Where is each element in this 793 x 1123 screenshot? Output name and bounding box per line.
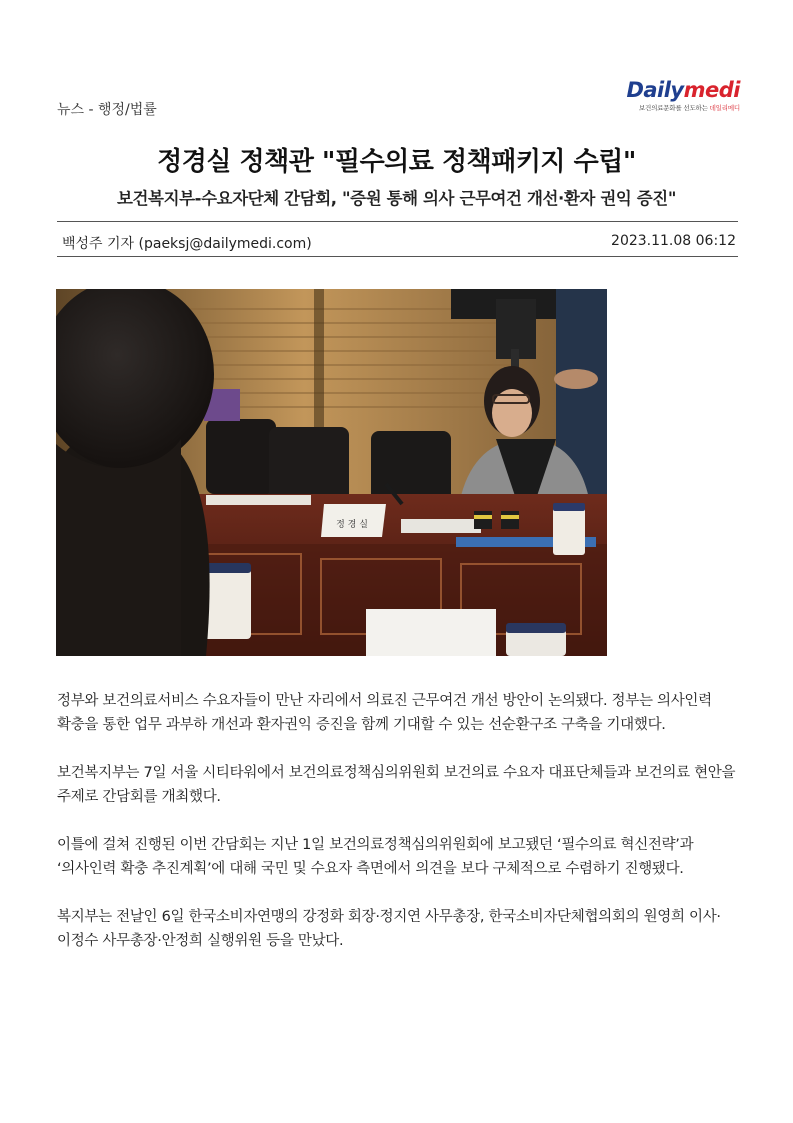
logo-tagline-brand: 데일리메디 [709, 104, 740, 112]
article-subheadline: 보건복지부-수요자단체 간담회, "증원 통해 의사 근무여건 개선·환자 권익 증진" [116, 189, 677, 208]
article-date: 2023.11.08 06:12 [611, 233, 736, 249]
byline-top-divider [57, 221, 738, 222]
article-headline: 정경실 정책관 "필수의료 정책패키지 수립" [157, 147, 636, 177]
logo-wordmark [615, 78, 740, 102]
article-paragraph-3: 이틀에 걸쳐 진행된 이번 간담회는 지난 1일 보건의료정책심의위원회에 보고됐던 ‘필수의료 혁신전략’과 ‘의사인력 확충 추진계획’에 대해 국민 및 수요자 측면에서 의견을 보다 구체적으로 수렴하기 진행됐다. [57, 837, 694, 877]
logo-daily-text: Daily [626, 78, 684, 102]
article-photo [56, 289, 607, 656]
logo-tagline [615, 103, 740, 112]
article-byline[interactable]: 백성주 기자 (paeksj@dailymedi.com) [62, 236, 312, 252]
speaker-nameplate: 정 경 실 [336, 520, 368, 530]
dailymedi-logo[interactable] [615, 78, 740, 112]
logo-tagline-text: 보건의료문화를 선도하는 [638, 104, 708, 112]
article-paragraph-4: 복지부는 전날인 6일 한국소비자연맹의 강정화 회장·정지연 사무총장, 한국소비자단체협의회의 원영희 이사·이정수 사무총장·안정희 실행위원 등을 만났다. [57, 909, 721, 949]
article-body [57, 689, 739, 977]
article-paragraph-1: 정부와 보건의료서비스 수요자들이 만난 자리에서 의료진 근무여건 개선 방안이 논의됐다. 정부는 의사인력 확충을 통한 업무 과부하 개선과 환자권익 증진을 함께 기대할 수 있는 선순환구조 구축을 기대했다. [57, 693, 712, 733]
article-paragraph-2: 보건복지부는 7일 서울 시티타워에서 보건의료정책심의위원회 보건의료 수요자 대표단체들과 보건의료 현안을 주제로 간담회를 개최했다. [57, 765, 736, 805]
logo-medi-text: medi [683, 78, 740, 102]
byline-bottom-divider [57, 256, 738, 257]
category-breadcrumb[interactable]: 뉴스 - 행정/법률 [57, 102, 157, 118]
